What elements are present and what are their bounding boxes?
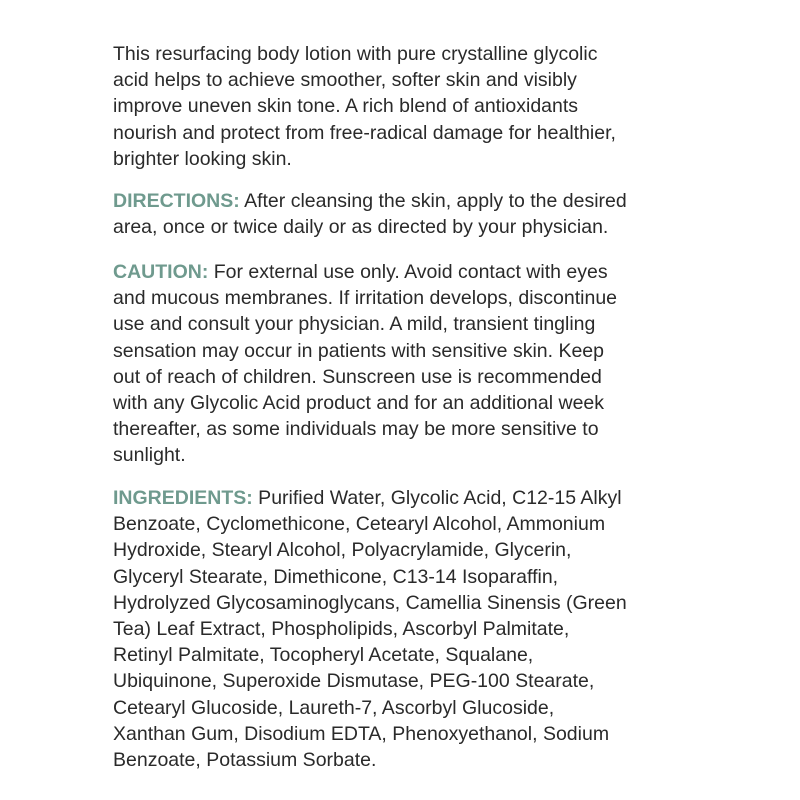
caution-paragraph: [113, 259, 713, 469]
ingredients-paragraph: [113, 485, 713, 773]
directions-heading: DIRECTIONS:: [113, 190, 240, 212]
product-description-paragraph: [113, 41, 713, 172]
caution-text: For external use only. Avoid contact with eyes and mucous membranes. If irritation develops, discontinue use and consult your physician. A mild, transient tingling sensation may occur in patients with sensitive skin. Keep out of reach of children. Sunscreen use is recommended with any Glycolic Acid product and for an additional week thereafter, as some individuals may be more sensitive to sunlight.: [113, 261, 618, 467]
directions-text: After cleansing the skin, apply to the desired area, once or twice daily or as directed by your physician.: [113, 190, 627, 239]
ingredients-heading: INGREDIENTS:: [113, 487, 253, 509]
product-description-text: This resurfacing body lotion with pure crystalline glycolic acid helps to achieve smoother, softer skin and visibly improve uneven skin tone. A rich blend of antioxidants nourish and protect from free-radical damage for healthier, brighter looking skin.: [113, 43, 616, 170]
directions-paragraph: [113, 188, 713, 240]
ingredients-text: Purified Water, Glycolic Acid, C12-15 Alkyl Benzoate, Cyclomethicone, Cetearyl Alcohol, Ammonium Hydroxide, Stearyl Alcohol, Polyacrylamide, Glycerin, Glyceryl Stearate, Dimethicone, C13-14 Isoparaffin, Hydrolyzed Glycosaminoglycans, Camellia Sinensis (Green Tea) Leaf Extract, Phospholipids, Ascorbyl Palmitate, Retinyl Palmitate, Tocopheryl Acetate, Squalane, Ubiquinone, Superoxide Dismutase, PEG-100 Stearate, Cetearyl Glucoside, Laureth-7, Ascorbyl Glucoside, Xanthan Gum, Disodium EDTA, Phenoxyethanol, Sodium Benzoate, Potassium Sorbate.: [113, 487, 627, 772]
caution-heading: CAUTION:: [113, 261, 209, 283]
